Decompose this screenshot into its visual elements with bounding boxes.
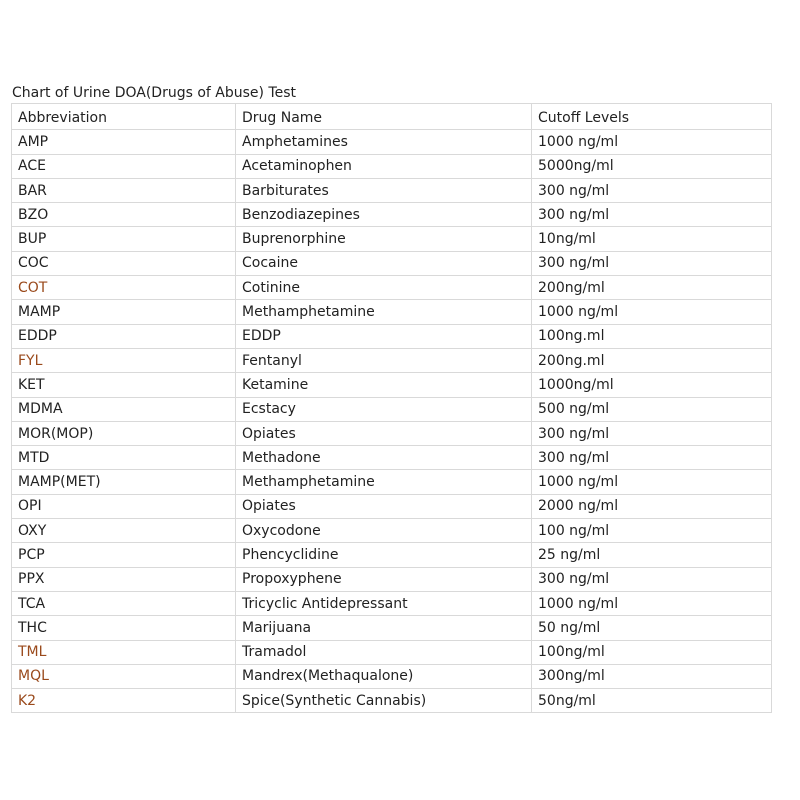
table-row	[12, 689, 772, 713]
cutoff-cell: 300 ng/ml	[532, 567, 772, 591]
table-row	[12, 300, 772, 324]
cutoff-cell: 50 ng/ml	[532, 616, 772, 640]
cutoff-cell: 1000 ng/ml	[532, 300, 772, 324]
abbreviation-cell: MOR(MOP)	[12, 421, 236, 445]
table-row	[12, 276, 772, 300]
abbreviation-cell: MAMP	[12, 300, 236, 324]
drug-name-cell: Tramadol	[236, 640, 532, 664]
drug-name-cell: Marijuana	[236, 616, 532, 640]
drug-name-cell: Tricyclic Antidepressant	[236, 591, 532, 615]
cutoff-cell: 200ng/ml	[532, 276, 772, 300]
table-row	[12, 397, 772, 421]
table-row	[12, 494, 772, 518]
abbreviation-cell: THC	[12, 616, 236, 640]
drug-name-cell: Methadone	[236, 446, 532, 470]
header-drug-name: Drug Name	[236, 104, 532, 130]
drug-name-cell: Fentanyl	[236, 348, 532, 372]
table-row	[12, 154, 772, 178]
abbreviation-cell: BUP	[12, 227, 236, 251]
abbreviation-cell: TML	[12, 640, 236, 664]
abbreviation-cell: BZO	[12, 203, 236, 227]
table-row	[12, 543, 772, 567]
cutoff-cell: 300 ng/ml	[532, 421, 772, 445]
cutoff-cell: 25 ng/ml	[532, 543, 772, 567]
header-cutoff-levels: Cutoff Levels	[532, 104, 772, 130]
drug-name-cell: Barbiturates	[236, 178, 532, 202]
table-row	[12, 446, 772, 470]
abbreviation-cell: OPI	[12, 494, 236, 518]
table-row	[12, 591, 772, 615]
cutoff-cell: 100ng.ml	[532, 324, 772, 348]
abbreviation-cell: OXY	[12, 519, 236, 543]
drug-name-cell: Ketamine	[236, 373, 532, 397]
cutoff-cell: 300 ng/ml	[532, 446, 772, 470]
drug-name-cell: Amphetamines	[236, 130, 532, 154]
abbreviation-cell: BAR	[12, 178, 236, 202]
table-row	[12, 348, 772, 372]
drug-name-cell: Opiates	[236, 494, 532, 518]
cutoff-cell: 50ng/ml	[532, 689, 772, 713]
cutoff-cell: 300ng/ml	[532, 664, 772, 688]
abbreviation-cell: TCA	[12, 591, 236, 615]
abbreviation-cell: AMP	[12, 130, 236, 154]
abbreviation-cell: PPX	[12, 567, 236, 591]
cutoff-cell: 1000 ng/ml	[532, 130, 772, 154]
cutoff-cell: 100 ng/ml	[532, 519, 772, 543]
cutoff-cell: 300 ng/ml	[532, 251, 772, 275]
header-abbreviation: Abbreviation	[12, 104, 236, 130]
table-row	[12, 373, 772, 397]
table-row	[12, 616, 772, 640]
drug-name-cell: Methamphetamine	[236, 470, 532, 494]
table-row	[12, 227, 772, 251]
abbreviation-cell: MTD	[12, 446, 236, 470]
cutoff-cell: 100ng/ml	[532, 640, 772, 664]
drug-name-cell: Phencyclidine	[236, 543, 532, 567]
cutoff-cell: 1000ng/ml	[532, 373, 772, 397]
abbreviation-cell: ACE	[12, 154, 236, 178]
abbreviation-cell: COT	[12, 276, 236, 300]
abbreviation-cell: MQL	[12, 664, 236, 688]
drug-name-cell: Opiates	[236, 421, 532, 445]
cutoff-cell: 2000 ng/ml	[532, 494, 772, 518]
drug-name-cell: Spice(Synthetic Cannabis)	[236, 689, 532, 713]
table-row	[12, 567, 772, 591]
cutoff-cell: 10ng/ml	[532, 227, 772, 251]
abbreviation-cell: K2	[12, 689, 236, 713]
drug-name-cell: Mandrex(Methaqualone)	[236, 664, 532, 688]
drug-name-cell: Methamphetamine	[236, 300, 532, 324]
abbreviation-cell: MDMA	[12, 397, 236, 421]
drug-name-cell: Cocaine	[236, 251, 532, 275]
table-row	[12, 203, 772, 227]
abbreviation-cell: MAMP(MET)	[12, 470, 236, 494]
drug-name-cell: Acetaminophen	[236, 154, 532, 178]
drug-test-table	[11, 103, 772, 713]
abbreviation-cell: PCP	[12, 543, 236, 567]
table-row	[12, 251, 772, 275]
abbreviation-cell: FYL	[12, 348, 236, 372]
table-row	[12, 470, 772, 494]
drug-name-cell: Ecstacy	[236, 397, 532, 421]
drug-name-cell: Propoxyphene	[236, 567, 532, 591]
abbreviation-cell: KET	[12, 373, 236, 397]
table-row	[12, 664, 772, 688]
table-header-row	[12, 104, 772, 130]
cutoff-cell: 1000 ng/ml	[532, 470, 772, 494]
cutoff-cell: 500 ng/ml	[532, 397, 772, 421]
cutoff-cell: 5000ng/ml	[532, 154, 772, 178]
drug-name-cell: Cotinine	[236, 276, 532, 300]
drug-name-cell: EDDP	[236, 324, 532, 348]
cutoff-cell: 200ng.ml	[532, 348, 772, 372]
drug-name-cell: Oxycodone	[236, 519, 532, 543]
table-row	[12, 519, 772, 543]
table-row	[12, 178, 772, 202]
table-row	[12, 130, 772, 154]
cutoff-cell: 300 ng/ml	[532, 203, 772, 227]
table-row	[12, 640, 772, 664]
table-row	[12, 324, 772, 348]
table-row	[12, 421, 772, 445]
cutoff-cell: 1000 ng/ml	[532, 591, 772, 615]
abbreviation-cell: COC	[12, 251, 236, 275]
cutoff-cell: 300 ng/ml	[532, 178, 772, 202]
drug-name-cell: Benzodiazepines	[236, 203, 532, 227]
drug-name-cell: Buprenorphine	[236, 227, 532, 251]
table-caption: Chart of Urine DOA(Drugs of Abuse) Test	[12, 85, 296, 101]
abbreviation-cell: EDDP	[12, 324, 236, 348]
